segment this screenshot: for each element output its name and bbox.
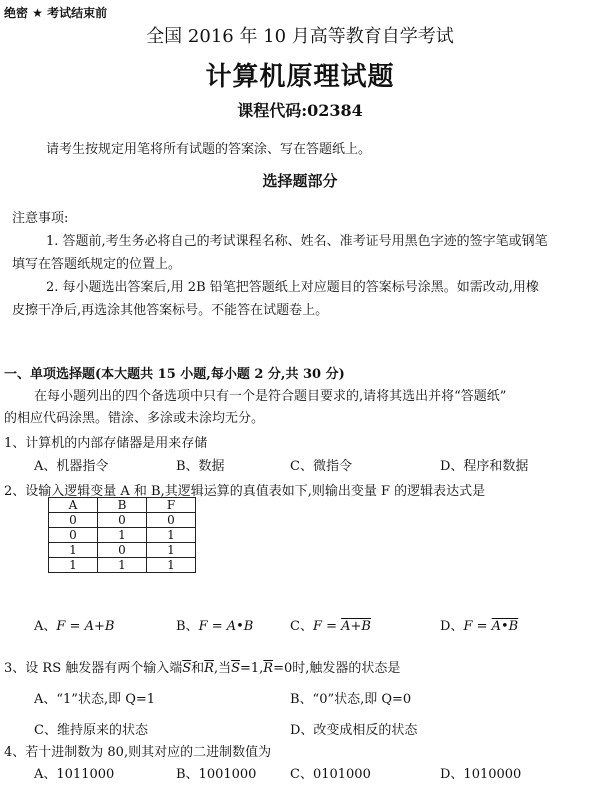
- q2-option-d-overline: A•B: [491, 619, 519, 634]
- q2-option-c-lhs: F =: [312, 619, 342, 634]
- header-cell-f: F: [147, 498, 196, 513]
- q3-stem: [4, 657, 400, 676]
- q1-option-d: D、程序和数据: [440, 459, 529, 474]
- q3-s-bar-2: $\overline{S}$: [231, 661, 240, 676]
- section-title: 选择题部分: [262, 172, 338, 190]
- q3-option-c: C、维持原来的状态: [34, 723, 148, 738]
- q4-option-d: D、1010000: [440, 767, 522, 782]
- q2-option-a-expr: F = A+B: [56, 619, 115, 634]
- secret-label: 绝密 ★ 考试结束前: [4, 6, 108, 20]
- table-cell: 1: [98, 528, 147, 543]
- q2-option-a: [34, 615, 114, 634]
- table-row: [49, 513, 196, 528]
- q1-option-b: B、数据: [176, 459, 225, 474]
- q2-option-d-label: D、: [440, 619, 464, 634]
- q2-option-c: [290, 615, 371, 634]
- note-2-line-2: 皮擦干净后,再选涂其他答案标号。不能答在试题卷上。: [12, 303, 329, 318]
- q3-option-d: D、改变成相反的状态: [290, 723, 418, 738]
- table-cell: 0: [49, 513, 98, 528]
- exam-title: 全国 2016 年 10 月高等教育自学考试: [146, 26, 454, 47]
- table-cell: 1: [147, 543, 196, 558]
- q3-s-bar: $\overline{S}$: [182, 661, 192, 676]
- note-1-line-1: 1. 答题前,考生务必将自己的考试课程名称、姓名、准考证号用黑色字迹的签字笔或钢笔: [46, 234, 548, 249]
- note-1-line-2: 填写在答题纸规定的位置上。: [12, 257, 182, 272]
- q3-and: 和: [191, 661, 205, 676]
- q2-option-c-label: C、: [290, 619, 313, 634]
- q1-stem: 1、计算机的内部存储器是用来存储: [4, 436, 208, 451]
- table-cell: 0: [49, 528, 98, 543]
- table-cell: 1: [49, 543, 98, 558]
- q2-option-c-overline: A+B: [341, 619, 371, 634]
- header-cell-b: B: [98, 498, 147, 513]
- table-cell: 1: [147, 528, 196, 543]
- q4-option-a: A、1011000: [34, 767, 115, 782]
- q3-option-a: A、“1”状态,即 Q=1: [34, 692, 156, 707]
- truth-table: [48, 497, 196, 573]
- notes-heading: 注意事项:: [12, 211, 69, 226]
- table-cell: 1: [49, 558, 98, 573]
- q4-stem: 4、若十进制数为 80,则其对应的二进制数值为: [4, 745, 272, 760]
- q2-option-b-label: B、: [176, 619, 199, 634]
- table-row: [49, 528, 196, 543]
- q3-eq-1: =1,: [240, 661, 264, 676]
- q1-option-a: A、机器指令: [34, 459, 109, 474]
- q3-r-bar: $\overline{R}$: [204, 661, 214, 676]
- q3-stem-part-1: 3、设 RS 触发器有两个输入端: [4, 661, 183, 676]
- truth-table-header: [49, 498, 196, 513]
- q3-r-bar-2: $\overline{R}$: [263, 661, 274, 676]
- table-cell: 0: [147, 513, 196, 528]
- q2-stem: 2、设输入逻辑变量 A 和 B,其逻辑运算的真值表如下,则输出变量 F 的逻辑表达式是: [4, 484, 486, 499]
- table-row: [49, 558, 196, 573]
- table-cell: 1: [147, 558, 196, 573]
- part1-desc-line-1: 在每小题列出的四个备选项中只有一个是符合题目要求的,请将其选出并将“答题纸”: [34, 389, 507, 404]
- q4-option-c: C、0101000: [290, 767, 371, 782]
- q2-option-d-lhs: F =: [463, 619, 492, 634]
- intro-line: 请考生按规定用笔将所有试题的答案涂、写在答题纸上。: [46, 142, 372, 157]
- q2-option-a-label: A、: [34, 619, 57, 634]
- q1-option-c: C、微指令: [290, 459, 352, 474]
- part1-title: 一、单项选择题(本大题共 15 小题,每小题 2 分,共 30 分): [4, 367, 345, 382]
- part1-desc-line-2: 的相应代码涂黑。错涂、多涂或未涂均无分。: [4, 411, 265, 426]
- table-row: [49, 543, 196, 558]
- q3-option-b: B、“0”状态,即 Q=0: [290, 692, 412, 707]
- q2-option-d: [440, 615, 518, 634]
- note-2-line-1: 2. 每小题选出答案后,用 2B 铅笔把答题纸上对应题目的答案标号涂黑。如需改动,用橡: [46, 280, 539, 295]
- table-cell: 0: [98, 543, 147, 558]
- q2-option-b-expr: F = A•B: [198, 619, 254, 634]
- q3-stem-part-2: ,当: [213, 661, 232, 676]
- table-cell: 1: [98, 558, 147, 573]
- q2-option-b: [176, 615, 253, 634]
- course-code: 课程代码:02384: [237, 101, 363, 120]
- table-cell: 0: [98, 513, 147, 528]
- q4-option-b: B、1001000: [176, 767, 257, 782]
- header-cell-a: A: [49, 498, 98, 513]
- subject-title: 计算机原理试题: [205, 62, 395, 92]
- q3-eq-2: =0时,触发器的状态是: [273, 661, 401, 676]
